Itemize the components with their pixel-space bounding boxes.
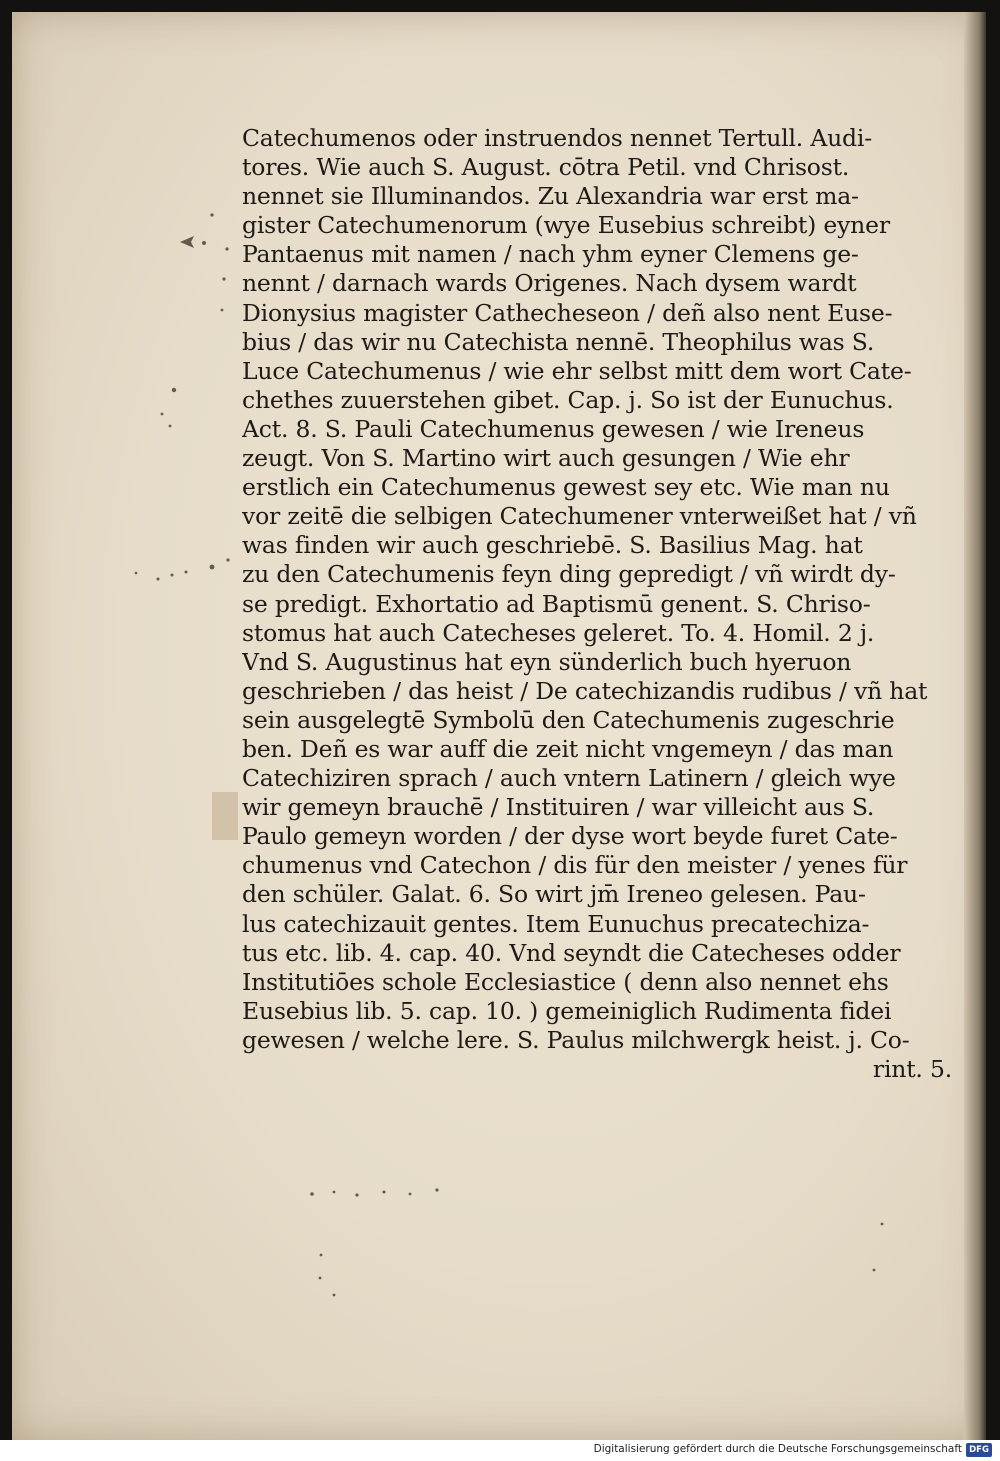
margin-dot: [355, 1193, 358, 1196]
margin-dot: [171, 574, 174, 577]
text-line: erstlich ein Catechumenus gewest sey etc. Wie man nu: [242, 473, 890, 502]
margin-dot: [333, 1191, 336, 1194]
body-text: [242, 124, 952, 1084]
text-line: tores. Wie auch S. August. cōtra Petil. vnd Chrisost.: [242, 153, 850, 182]
text-line: zu den Catechumenis feyn ding gepredigt / vñ wirdt dy-: [242, 560, 896, 589]
margin-dot: [185, 571, 188, 574]
margin-dot: [157, 578, 160, 581]
margin-dot: [222, 277, 225, 280]
text-line: ben. Deñ es war auff die zeit nicht vngemeyn / das man: [242, 734, 894, 763]
text-line: Act. 8. S. Pauli Catechumenus gewesen / wie Ireneus: [242, 414, 865, 443]
text-line: chumenus vnd Catechon / dis für den meister / yenes für: [242, 851, 908, 880]
text-line: bius / das wir nu Catechista nennē. Theophilus was S.: [242, 327, 875, 356]
margin-dot: [161, 413, 164, 416]
funding-credit: Digitalisierung gefördert durch die Deutsche Forschungsgemeinschaft: [593, 1443, 962, 1455]
margin-dot: [319, 1277, 322, 1280]
text-line: Dionysius magister Cathecheseon / deñ also nent Euse-: [242, 298, 893, 327]
margin-dot: [310, 1192, 314, 1196]
margin-dot: [172, 388, 176, 392]
margin-dot: [225, 247, 228, 250]
text-line: stomus hat auch Catecheses geleret. To. 4. Homil. 2 j.: [242, 618, 875, 647]
margin-dot: [320, 1254, 323, 1257]
dfg-logo-icon: DFG: [966, 1443, 992, 1457]
text-line: lus catechizauit gentes. Item Eunuchus precatechiza-: [242, 909, 870, 938]
text-line: Vnd S. Augustinus hat eyn sünderlich buch hyeruon: [242, 647, 852, 676]
margin-dot: [202, 241, 206, 245]
margin-dot: [435, 1188, 438, 1191]
margin-dot: [221, 309, 224, 312]
page-gutter: [964, 12, 986, 1440]
margin-dot: [383, 1191, 386, 1194]
text-line: vor zeitē die selbigen Catechumener vnterweißet hat / vñ: [242, 502, 917, 531]
margin-pointer-mark: [180, 236, 194, 248]
text-line: chethes zuuerstehen gibet. Cap. j. So ist der Eunuchus.: [242, 385, 894, 414]
margin-dot: [169, 425, 172, 428]
text-line: den schüler. Galat. 6. So wirt jm̄ Ireneo gelesen. Pau-: [242, 880, 866, 909]
text-line: nennet sie Illuminandos. Zu Alexandria war erst ma-: [242, 182, 859, 211]
margin-dot: [409, 1193, 412, 1196]
text-line: Pantaenus mit namen / nach yhm eyner Clemens ge-: [242, 240, 859, 269]
text-line: sein ausgelegtē Symbolū den Catechumenis zugeschrie: [242, 705, 895, 734]
text-line: Catechumenos oder instruendos nennet Tertull. Audi-: [242, 124, 872, 152]
book-page: [12, 12, 986, 1440]
text-line: Catechiziren sprach / auch vntern Latinern / gleich wye: [242, 764, 896, 793]
text-line: tus etc. lib. 4. cap. 40. Vnd seyndt die Catecheses odder: [242, 938, 901, 967]
text-line: wir gemeyn brauchē / Instituiren / war villeicht aus S.: [242, 793, 875, 822]
margin-dot: [210, 213, 213, 216]
text-line: Institutiōes schole Ecclesiastice ( denn also nennet ehs: [242, 967, 889, 996]
margin-dot: [226, 558, 229, 561]
footer-bar: [0, 1440, 1000, 1461]
margin-dot: [873, 1269, 876, 1272]
text-line: was finden wir auch geschriebē. S. Basilius Mag. hat: [242, 531, 863, 560]
margin-dot: [333, 1294, 336, 1297]
text-line: se predigt. Exhortatio ad Baptismū genent. S. Chriso-: [242, 589, 871, 618]
text-line: nennt / darnach wards Origenes. Nach dysem wardt: [242, 269, 857, 298]
text-line: gewesen / welche lere. S. Paulus milchwergk heist. j. Co-: [242, 1025, 910, 1054]
margin-dot: [135, 572, 138, 575]
text-line: gister Catechumenorum (wye Eusebius schreibt) eyner: [242, 211, 890, 240]
text-line: Paulo gemeyn worden / der dyse wort beyde furet Cate-: [242, 822, 898, 851]
margin-dot: [881, 1223, 884, 1226]
text-line: zeugt. Von S. Martino wirt auch gesungen / Wie ehr: [242, 444, 850, 473]
catchword: rint. 5.: [872, 1055, 952, 1083]
paper-stain: [212, 792, 238, 840]
text-line: Eusebius lib. 5. cap. 10. ) gemeiniglich Rudimenta fidei: [242, 996, 892, 1025]
margin-dot: [210, 565, 215, 570]
text-line: geschrieben / das heist / De catechizandis rudibus / vñ hat: [242, 676, 928, 705]
text-line: Luce Catechumenus / wie ehr selbst mitt dem wort Cate-: [242, 356, 912, 385]
